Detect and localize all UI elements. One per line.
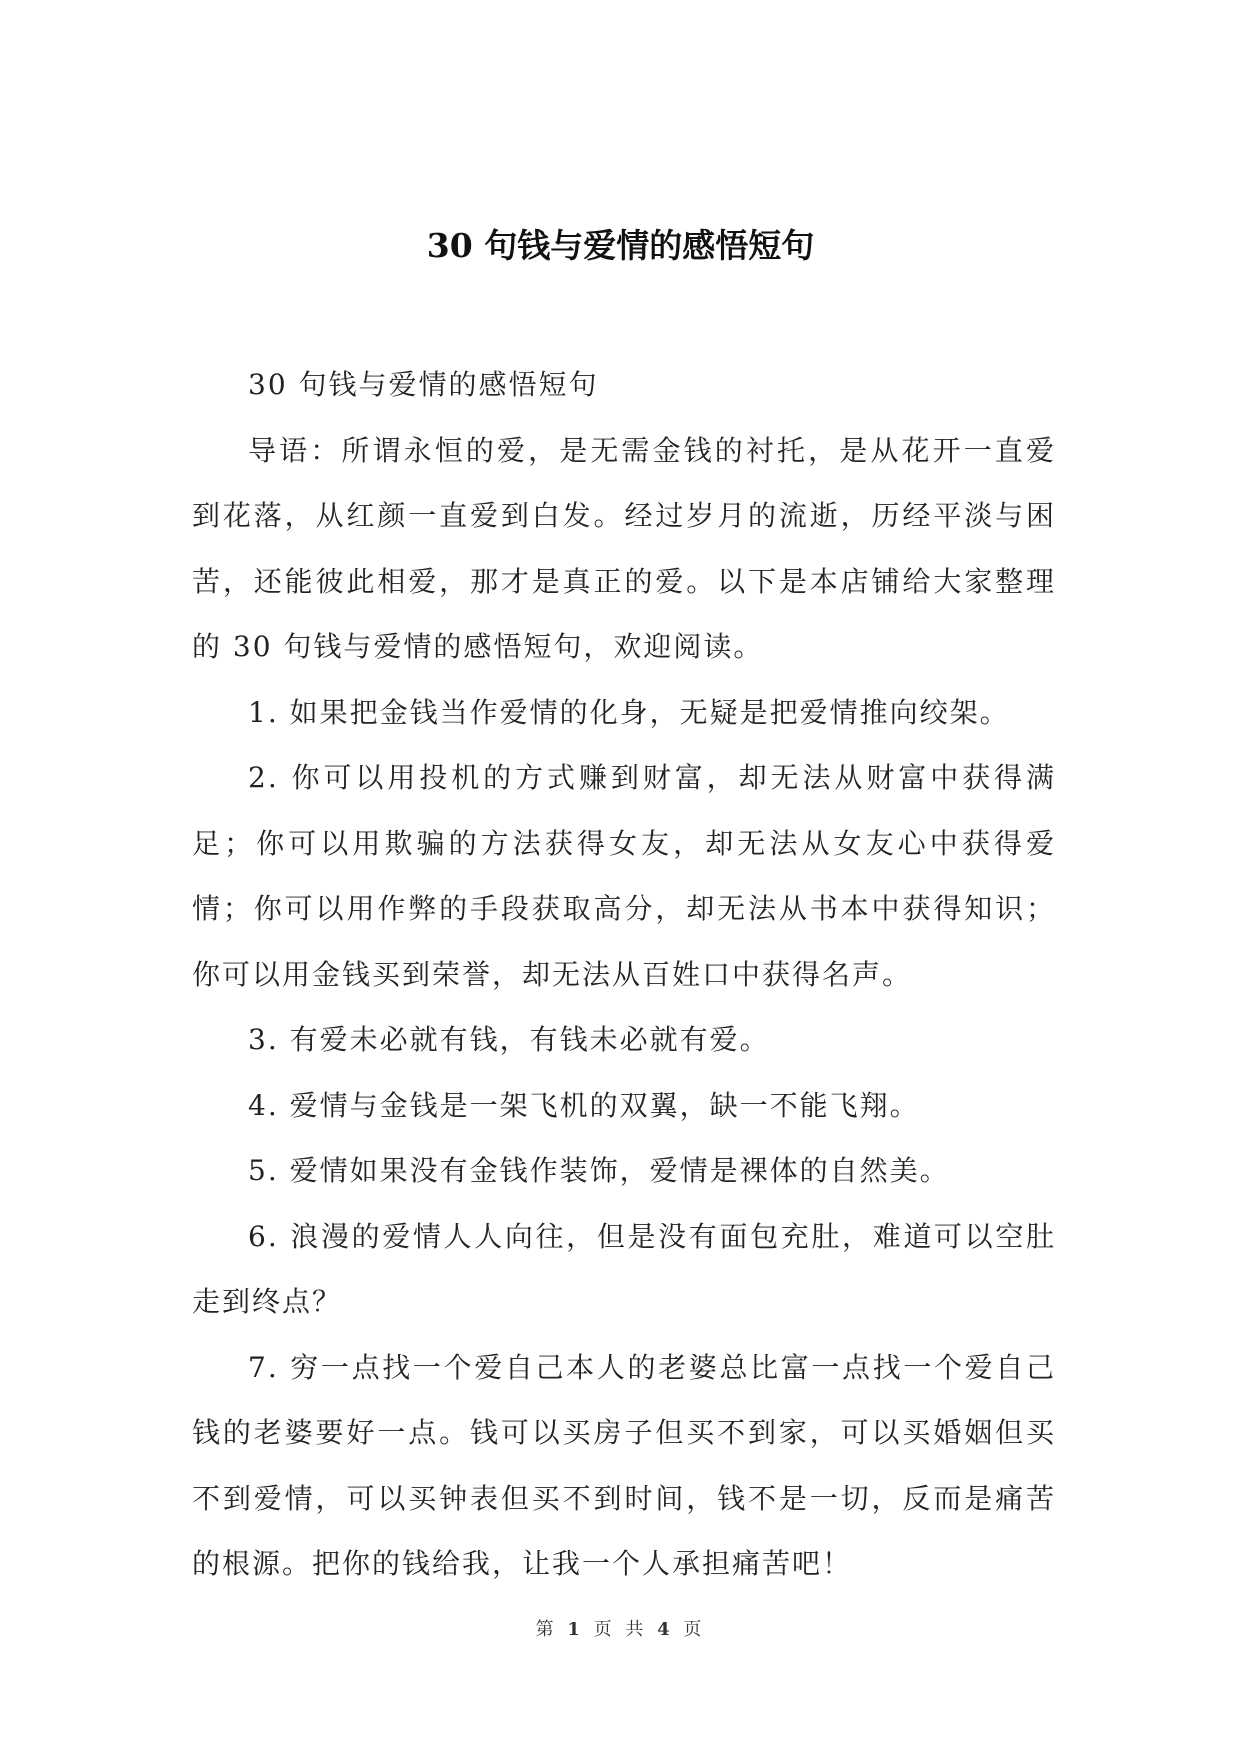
list-item: 5. 爱情如果没有金钱作装饰，爱情是裸体的自然美。 — [248, 1154, 950, 1187]
list-item: 1. 如果把金钱当作爱情的化身，无疑是把爱情推向绞架。 — [248, 695, 1010, 729]
page-footer — [0, 1615, 1241, 1641]
document-title: 30 句钱与爱情的感悟短句 — [426, 226, 815, 265]
paragraph: 导语：所谓永恒的爱，是无需金钱的衬托，是从花开一直爱到花落，从红颜一直爱到白发。经过岁月的流逝，历经平淡与困苦，还能彼此相爱，那才是真正的爱。以下是本店铺给大家整理的 30 句钱与爱情的感悟短句，欢迎阅读。 — [192, 433, 1056, 663]
list-item: 4. 爱情与金钱是一架飞机的双翼，缺一不能飞翔。 — [248, 1088, 920, 1122]
footer-suffix: 页 — [683, 1619, 706, 1640]
current-page-number: 1 — [567, 1619, 584, 1640]
footer-prefix: 第 — [535, 1619, 558, 1640]
document-body — [192, 352, 1056, 1597]
list-item: 3. 有爱未必就有钱，有钱未必就有爱。 — [248, 1023, 770, 1056]
footer-middle: 页 共 — [593, 1619, 648, 1640]
list-item: 6. 浪漫的爱情人人向往，但是没有面包充肚，难道可以空肚走到终点？ — [192, 1219, 1056, 1318]
paragraph: 30 句钱与爱情的感悟短句 — [248, 368, 599, 401]
list-item: 2. 你可以用投机的方式赚到财富，却无法从财富中获得满足；你可以用欺骗的方法获得女友，却无法从女友心中获得爱情；你可以用作弊的手段获取高分，却无法从书本中获得知识；你可以用金钱买到荣誉，却无法从百姓口中获得名声。 — [192, 761, 1056, 991]
list-item: 7. 穷一点找一个爱自己本人的老婆总比富一点找一个爱自己钱的老婆要好一点。钱可以买房子但买不到家，可以买婚姻但买不到爱情，可以买钟表但买不到时间，钱不是一切，反而是痛苦的根源。把你的钱给我，让我一个人承担痛苦吧！ — [192, 1350, 1056, 1580]
total-pages-number: 4 — [657, 1619, 674, 1640]
